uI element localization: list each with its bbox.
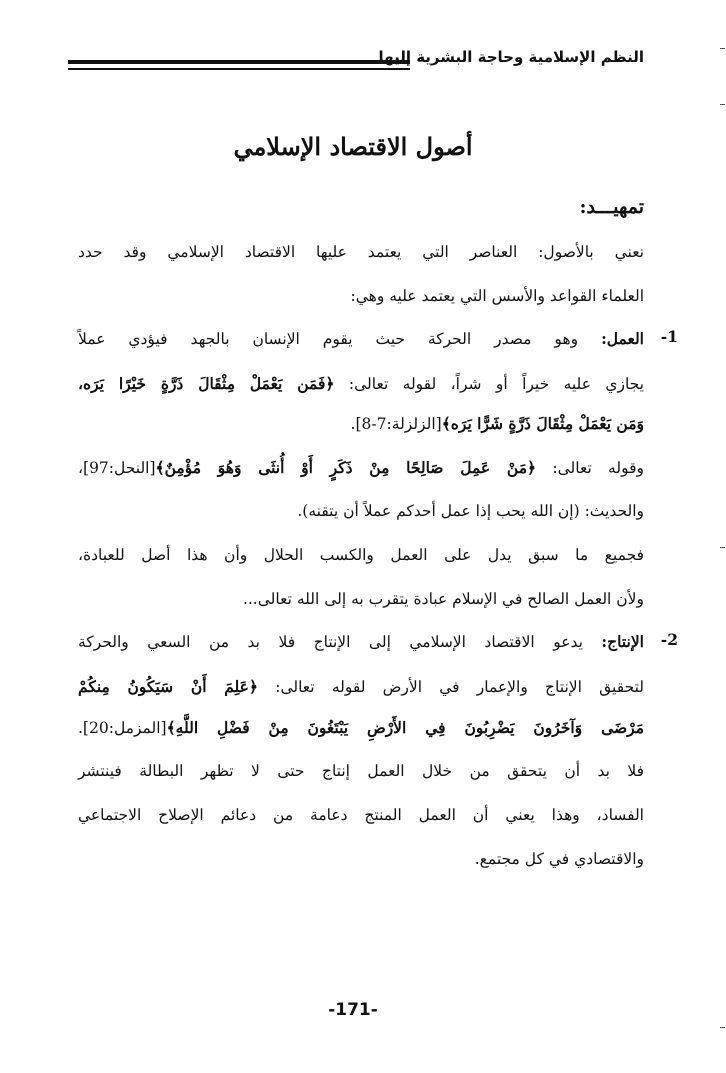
item2-title: الإنتاج:	[601, 632, 644, 651]
intro-label: تمهيـــد:	[579, 196, 644, 218]
page-number: -171-	[328, 1000, 378, 1020]
item1-line1-text: وهو مصدر الحركة حيث يقوم الإنسان بالجهد فيؤدي عملاً	[78, 330, 579, 348]
item1-line2-text: يجازي عليه خيراً أو شراً، لقوله تعالى:	[348, 375, 644, 393]
item1-title: العمل:	[601, 329, 644, 348]
item1-line-5: والحديث: (إن الله يحب إذا عمل أحدكم عملاً أن يتقنه).	[297, 502, 644, 520]
item2-line2-text: لتحقيق الإنتاج والإعمار في الأرض لقوله تعالى:	[275, 678, 644, 696]
edge-mark	[720, 1027, 725, 1028]
item2-line1-text: يدعو الاقتصاد الإسلامي إلى الإنتاج فلا بد من السعي والحركة	[78, 633, 583, 651]
item1-line4-quran: ﴿مَنْ عَمِلَ صَالِحًا مِنْ ذَكَرٍ أَوْ أُنثَى وَهُوَ مُؤْمِنٌ﴾	[155, 458, 537, 477]
item1-line-3	[78, 412, 644, 436]
item1-line-4	[78, 456, 644, 480]
item1-line-7: ولأن العمل الصالح في الإسلام عبادة يتقرب به إلى الله تعالى...	[242, 590, 644, 608]
item2-line-2	[78, 675, 644, 699]
header-rule	[68, 60, 410, 70]
edge-mark	[720, 48, 725, 49]
item2-number: 2-	[660, 630, 678, 649]
running-header: النظم الإسلامية وحاجة البشرية إليها	[378, 48, 644, 66]
item2-line-6: والاقتصادي في كل مجتمع.	[474, 850, 644, 868]
item2-line-1	[78, 630, 644, 654]
item1-line4-text: وقوله تعالى:	[552, 459, 644, 477]
item1-number: 1-	[660, 327, 678, 346]
intro-line-2: العلماء القواعد والأسس التي يعتمد عليه وهي:	[350, 287, 644, 305]
item2-line3-quran: مَرْضَى وَآخَرُونَ يَضْرِبُونَ فِي الأَرْضِ يَبْتَغُونَ مِنْ فَضْلِ اللَّهِ﴾	[166, 718, 644, 737]
item1-line2-quran: ﴿فَمَن يَعْمَلْ مِثْقَالَ ذَرَّةٍ خَيْرًا يَرَه،	[78, 374, 335, 393]
item2-line-3	[78, 716, 644, 740]
intro-line-1: نعني بالأصول: العناصر التي يعتمد عليها الاقتصاد الإسلامي وقد حدد	[78, 243, 644, 261]
item2-line3-ref: [المزمل:20].	[78, 719, 167, 737]
item1-line3-quran: وَمَن يَعْمَلْ مِثْقَالَ ذَرَّةٍ شَرًّا يَرَه﴾	[441, 414, 644, 433]
item2-line2-quran: ﴿عَلِمَ أَنْ سَيَكُونُ مِنكُمْ	[78, 677, 258, 696]
chapter-title: أصول الاقتصاد الإسلامي	[233, 132, 473, 161]
item2-line-4: فلا بد أن يتحقق من خلال العمل إنتاج حتى لا تظهر البطالة فينتشر	[78, 762, 644, 780]
item1-line-6: فجميع ما سبق يدل على العمل والكسب الحلال وأن هذا أصل للعبادة،	[78, 546, 644, 564]
edge-mark	[720, 547, 725, 548]
item1-line-2	[78, 372, 644, 396]
item2-line-5: الفساد، وهذا يعني أن العمل المنتج دعامة من دعائم الإصلاح الاجتماعي	[78, 806, 644, 824]
edge-mark	[720, 104, 725, 105]
item1-line4-ref: [النحل:97]،	[78, 459, 156, 477]
item1-line3-ref: [الزلزلة:7-8].	[350, 415, 442, 433]
item1-line-1	[78, 327, 644, 351]
